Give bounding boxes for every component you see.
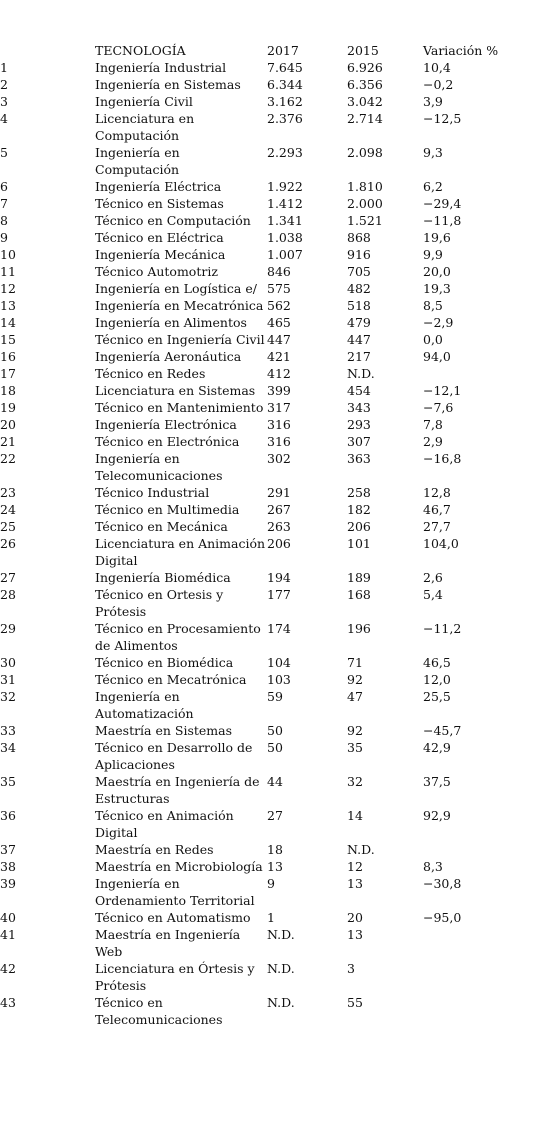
value-2015-cell: 168 (347, 587, 371, 602)
technology-cell: Ingeniería Biomédica (95, 570, 231, 585)
value-2017-cell: 447 (267, 332, 291, 347)
value-2017-cell: 465 (267, 315, 291, 330)
header-technology: TECNOLOGÍA (95, 43, 186, 58)
rank-cell: 43 (0, 995, 16, 1010)
table-row (0, 314, 533, 331)
technology-cell: Técnico Automotriz (95, 264, 218, 279)
rank-cell: 35 (0, 774, 16, 789)
technology-cell: Técnico en Electrónica (95, 434, 240, 449)
technology-cell: Ingeniería Eléctrica (95, 179, 222, 194)
value-2015-cell: 868 (347, 230, 371, 245)
value-2017-cell: 6.344 (267, 77, 303, 92)
variation-cell: 12,0 (423, 672, 451, 687)
technology-cell: Técnico en Ingeniería Civil (95, 332, 265, 347)
technology-cell: Técnico en Mantenimiento (95, 400, 264, 415)
value-2015-cell: 2.714 (347, 111, 383, 126)
technology-cell: Ingeniería en Ordenamiento Territorial (95, 876, 255, 908)
variation-cell: 6,2 (423, 179, 443, 194)
table-row (0, 59, 533, 76)
value-2017-cell: 1.412 (267, 196, 303, 211)
variation-cell: 19,3 (423, 281, 451, 296)
technology-cell: Maestría en Ingeniería Web (95, 927, 241, 959)
variation-cell: 7,8 (423, 417, 443, 432)
value-2015-cell: 2.098 (347, 145, 383, 160)
table-row (0, 144, 533, 178)
technology-cell: Ingeniería en Alimentos (95, 315, 247, 330)
value-2015-cell: 71 (347, 655, 363, 670)
value-2017-cell: 27 (267, 808, 283, 823)
variation-cell: 2,9 (423, 434, 443, 449)
technology-cell: Maestría en Redes (95, 842, 214, 857)
value-2017-cell: 316 (267, 417, 291, 432)
variation-cell: 92,9 (423, 808, 451, 823)
technology-cell: Licenciatura en Órtesis y Prótesis (95, 961, 255, 993)
variation-cell: 3,9 (423, 94, 443, 109)
value-2017-cell: 59 (267, 689, 283, 704)
variation-cell: 8,5 (423, 298, 443, 313)
value-2015-cell: 32 (347, 774, 363, 789)
technology-cell: Licenciatura en Animación Digital (95, 536, 266, 568)
rank-cell: 7 (0, 196, 8, 211)
header-2015: 2015 (347, 43, 379, 58)
value-2015-cell: 196 (347, 621, 371, 636)
table-row (0, 195, 533, 212)
rank-cell: 4 (0, 111, 8, 126)
value-2017-cell: 9 (267, 876, 275, 891)
value-2015-cell: 206 (347, 519, 371, 534)
technology-cell: Maestría en Sistemas (95, 723, 233, 738)
table-row (0, 722, 533, 739)
rank-cell: 18 (0, 383, 16, 398)
value-2017-cell: 18 (267, 842, 283, 857)
table-row (0, 450, 533, 484)
value-2017-cell: 291 (267, 485, 291, 500)
rank-cell: 41 (0, 927, 16, 942)
rank-cell: 2 (0, 77, 8, 92)
technology-cell: Licenciatura en Sistemas (95, 383, 256, 398)
value-2017-cell: 7.645 (267, 60, 303, 75)
variation-cell (423, 365, 533, 382)
rank-cell: 22 (0, 451, 16, 466)
variation-cell: 2,6 (423, 570, 443, 585)
value-2015-cell: 13 (347, 927, 363, 942)
variation-cell: 8,3 (423, 859, 443, 874)
technology-cell: Técnico en Desarrollo de Aplicaciones (95, 740, 253, 772)
value-2017-cell: 44 (267, 774, 283, 789)
value-2017-cell: 50 (267, 723, 283, 738)
variation-cell: 46,5 (423, 655, 451, 670)
rank-cell: 42 (0, 961, 16, 976)
variation-cell: −11,8 (423, 213, 462, 228)
table-row (0, 399, 533, 416)
value-2017-cell: 1.922 (267, 179, 303, 194)
value-2015-cell: 258 (347, 485, 371, 500)
value-2015-cell: 55 (347, 995, 363, 1010)
variation-cell: 10,4 (423, 60, 451, 75)
value-2017-cell: 1 (267, 910, 275, 925)
value-2017-cell: 174 (267, 621, 291, 636)
value-2015-cell: 2.000 (347, 196, 383, 211)
table-row (0, 246, 533, 263)
table-row (0, 807, 533, 841)
variation-cell: −12,5 (423, 111, 462, 126)
variation-cell (423, 994, 533, 1028)
technology-cell: Técnico en Animación Digital (95, 808, 234, 840)
value-2017-cell: 1.341 (267, 213, 303, 228)
variation-cell: 94,0 (423, 349, 451, 364)
variation-cell: −12,1 (423, 383, 462, 398)
rank-cell: 6 (0, 179, 8, 194)
variation-cell: 5,4 (423, 587, 443, 602)
variation-cell: 0,0 (423, 332, 443, 347)
value-2015-cell: 705 (347, 264, 371, 279)
variation-cell (423, 926, 533, 960)
rank-cell: 26 (0, 536, 16, 551)
header-rank (0, 42, 95, 59)
rank-cell: 19 (0, 400, 16, 415)
table-row (0, 416, 533, 433)
value-2017-cell: 206 (267, 536, 291, 551)
variation-cell: −29,4 (423, 196, 462, 211)
table-row (0, 620, 533, 654)
variation-cell: 9,9 (423, 247, 443, 262)
table-row (0, 280, 533, 297)
value-2015-cell: 6.356 (347, 77, 383, 92)
value-2015-cell: 1.521 (347, 213, 383, 228)
value-2017-cell: 267 (267, 502, 291, 517)
value-2015-cell: 1.810 (347, 179, 383, 194)
rank-cell: 33 (0, 723, 16, 738)
header-row (0, 42, 533, 59)
table-row (0, 501, 533, 518)
rank-cell: 14 (0, 315, 16, 330)
value-2015-cell: 189 (347, 570, 371, 585)
technology-cell: Técnico en Biomédica (95, 655, 234, 670)
value-2015-cell: 47 (347, 689, 363, 704)
variation-cell: 104,0 (423, 536, 459, 551)
technology-cell: Técnico en Eléctrica (95, 230, 224, 245)
value-2017-cell: N.D. (267, 961, 295, 976)
technology-cell: Técnico en Redes (95, 366, 206, 381)
rank-cell: 37 (0, 842, 16, 857)
variation-cell: −11,2 (423, 621, 462, 636)
rank-cell: 24 (0, 502, 16, 517)
technology-cell: Técnico en Mecatrónica (95, 672, 247, 687)
rank-cell: 29 (0, 621, 16, 636)
table-row (0, 110, 533, 144)
table-row (0, 433, 533, 450)
technology-cell: Ingeniería en Sistemas (95, 77, 241, 92)
variation-cell: −7,6 (423, 400, 454, 415)
value-2017-cell: 2.293 (267, 145, 303, 160)
value-2015-cell: 92 (347, 672, 363, 687)
table-row (0, 518, 533, 535)
table-row (0, 875, 533, 909)
technology-cell: Ingeniería en Automatización (95, 689, 194, 721)
table-row (0, 76, 533, 93)
variation-cell: 27,7 (423, 519, 451, 534)
value-2015-cell: 447 (347, 332, 371, 347)
technology-cell: Técnico en Multimedia (95, 502, 240, 517)
variation-cell: 20,0 (423, 264, 451, 279)
rank-cell: 30 (0, 655, 16, 670)
value-2015-cell: 101 (347, 536, 371, 551)
value-2015-cell: 20 (347, 910, 363, 925)
value-2015-cell: 13 (347, 876, 363, 891)
value-2015-cell: 454 (347, 383, 371, 398)
table-row (0, 841, 533, 858)
value-2015-cell: 518 (347, 298, 371, 313)
value-2015-cell: 916 (347, 247, 371, 262)
value-2015-cell: 14 (347, 808, 363, 823)
table-row (0, 586, 533, 620)
value-2015-cell: 35 (347, 740, 363, 755)
rank-cell: 40 (0, 910, 16, 925)
value-2017-cell: 177 (267, 587, 291, 602)
technology-cell: Ingeniería en Telecomunicaciones (95, 451, 223, 483)
value-2017-cell: 1.038 (267, 230, 303, 245)
rank-cell: 15 (0, 332, 16, 347)
table-row (0, 994, 533, 1028)
rank-cell: 17 (0, 366, 16, 381)
technology-cell: Ingeniería Civil (95, 94, 193, 109)
table-row (0, 93, 533, 110)
rank-cell: 32 (0, 689, 16, 704)
table-row (0, 331, 533, 348)
value-2017-cell: 1.007 (267, 247, 303, 262)
table-row (0, 297, 533, 314)
technology-cell: Maestría en Microbiología (95, 859, 263, 874)
table-row (0, 773, 533, 807)
variation-cell: 12,8 (423, 485, 451, 500)
variation-cell: −16,8 (423, 451, 462, 466)
value-2017-cell: N.D. (267, 995, 295, 1010)
table-row (0, 654, 533, 671)
rank-cell: 27 (0, 570, 16, 585)
value-2017-cell: 846 (267, 264, 291, 279)
rank-cell: 38 (0, 859, 16, 874)
header-2017: 2017 (267, 43, 299, 58)
variation-cell: −45,7 (423, 723, 462, 738)
value-2015-cell: 482 (347, 281, 371, 296)
value-2017-cell: 399 (267, 383, 291, 398)
value-2017-cell: 13 (267, 859, 283, 874)
rank-cell: 5 (0, 145, 8, 160)
rank-cell: 16 (0, 349, 16, 364)
technology-cell: Técnico en Sistemas (95, 196, 224, 211)
value-2017-cell: 316 (267, 434, 291, 449)
table-row (0, 484, 533, 501)
table-row (0, 178, 533, 195)
table-row (0, 909, 533, 926)
header-variation: Variación % (423, 43, 499, 58)
value-2015-cell: 3.042 (347, 94, 383, 109)
enrollment-table (0, 42, 533, 1028)
value-2015-cell: 479 (347, 315, 371, 330)
value-2015-cell: 343 (347, 400, 371, 415)
value-2017-cell: 302 (267, 451, 291, 466)
table-row (0, 671, 533, 688)
rank-cell: 13 (0, 298, 16, 313)
variation-cell (423, 841, 533, 858)
table-row (0, 926, 533, 960)
value-2017-cell: 412 (267, 366, 291, 381)
rank-cell: 34 (0, 740, 16, 755)
variation-cell: −95,0 (423, 910, 462, 925)
variation-cell (423, 960, 533, 994)
technology-cell: Técnico en Ortesis y Prótesis (95, 587, 224, 619)
rank-cell: 31 (0, 672, 16, 687)
table-row (0, 569, 533, 586)
technology-cell: Técnico en Mecánica (95, 519, 228, 534)
technology-cell: Ingeniería en Computación (95, 145, 180, 177)
value-2017-cell: 317 (267, 400, 291, 415)
value-2015-cell: 363 (347, 451, 371, 466)
variation-cell: −2,9 (423, 315, 454, 330)
technology-cell: Ingeniería Industrial (95, 60, 227, 75)
value-2017-cell: 3.162 (267, 94, 303, 109)
rank-cell: 10 (0, 247, 16, 262)
technology-cell: Licenciatura en Computación (95, 111, 195, 143)
rank-cell: 23 (0, 485, 16, 500)
rank-cell: 8 (0, 213, 8, 228)
variation-cell: 19,6 (423, 230, 451, 245)
table-row (0, 535, 533, 569)
value-2015-cell: 182 (347, 502, 371, 517)
value-2015-cell: N.D. (347, 842, 375, 857)
table-row (0, 212, 533, 229)
value-2017-cell: 194 (267, 570, 291, 585)
technology-cell: Ingeniería Electrónica (95, 417, 237, 432)
technology-cell: Ingeniería Mecánica (95, 247, 226, 262)
technology-cell: Ingeniería en Logística e/ (95, 281, 257, 296)
technology-cell: Ingeniería en Mecatrónica (95, 298, 264, 313)
table-row (0, 382, 533, 399)
value-2017-cell: 103 (267, 672, 291, 687)
value-2017-cell: 104 (267, 655, 291, 670)
rank-cell: 25 (0, 519, 16, 534)
rank-cell: 1 (0, 60, 8, 75)
variation-cell: 46,7 (423, 502, 451, 517)
value-2017-cell: 50 (267, 740, 283, 755)
rank-cell: 36 (0, 808, 16, 823)
table-row (0, 960, 533, 994)
technology-cell: Técnico en Telecomunicaciones (95, 995, 223, 1027)
technology-cell: Maestría en Ingeniería de Estructuras (95, 774, 260, 806)
table-row (0, 739, 533, 773)
value-2015-cell: 293 (347, 417, 371, 432)
table-row (0, 263, 533, 280)
technology-cell: Técnico en Computación (95, 213, 251, 228)
value-2017-cell: 263 (267, 519, 291, 534)
variation-cell: 37,5 (423, 774, 451, 789)
table-row (0, 688, 533, 722)
table-row (0, 229, 533, 246)
rank-cell: 12 (0, 281, 16, 296)
technology-cell: Técnico en Automatismo (95, 910, 251, 925)
variation-cell: 9,3 (423, 145, 443, 160)
rank-cell: 11 (0, 264, 16, 279)
value-2017-cell: 562 (267, 298, 291, 313)
technology-cell: Técnico en Procesamiento de Alimentos (95, 621, 261, 653)
value-2015-cell: 6.926 (347, 60, 383, 75)
rank-cell: 21 (0, 434, 16, 449)
value-2015-cell: 12 (347, 859, 363, 874)
value-2015-cell: 92 (347, 723, 363, 738)
technology-cell: Técnico Industrial (95, 485, 210, 500)
value-2017-cell: 575 (267, 281, 291, 296)
table-row (0, 348, 533, 365)
value-2015-cell: 3 (347, 961, 355, 976)
value-2017-cell: N.D. (267, 927, 295, 942)
value-2017-cell: 421 (267, 349, 291, 364)
value-2017-cell: 2.376 (267, 111, 303, 126)
table-row (0, 365, 533, 382)
rank-cell: 20 (0, 417, 16, 432)
table-row (0, 858, 533, 875)
rank-cell: 39 (0, 876, 16, 891)
rank-cell: 3 (0, 94, 8, 109)
value-2015-cell: N.D. (347, 366, 375, 381)
variation-cell: −0,2 (423, 77, 454, 92)
value-2015-cell: 217 (347, 349, 371, 364)
value-2015-cell: 307 (347, 434, 371, 449)
variation-cell: −30,8 (423, 876, 462, 891)
rank-cell: 28 (0, 587, 16, 602)
rank-cell: 9 (0, 230, 8, 245)
variation-cell: 25,5 (423, 689, 451, 704)
technology-cell: Ingeniería Aeronáutica (95, 349, 242, 364)
variation-cell: 42,9 (423, 740, 451, 755)
